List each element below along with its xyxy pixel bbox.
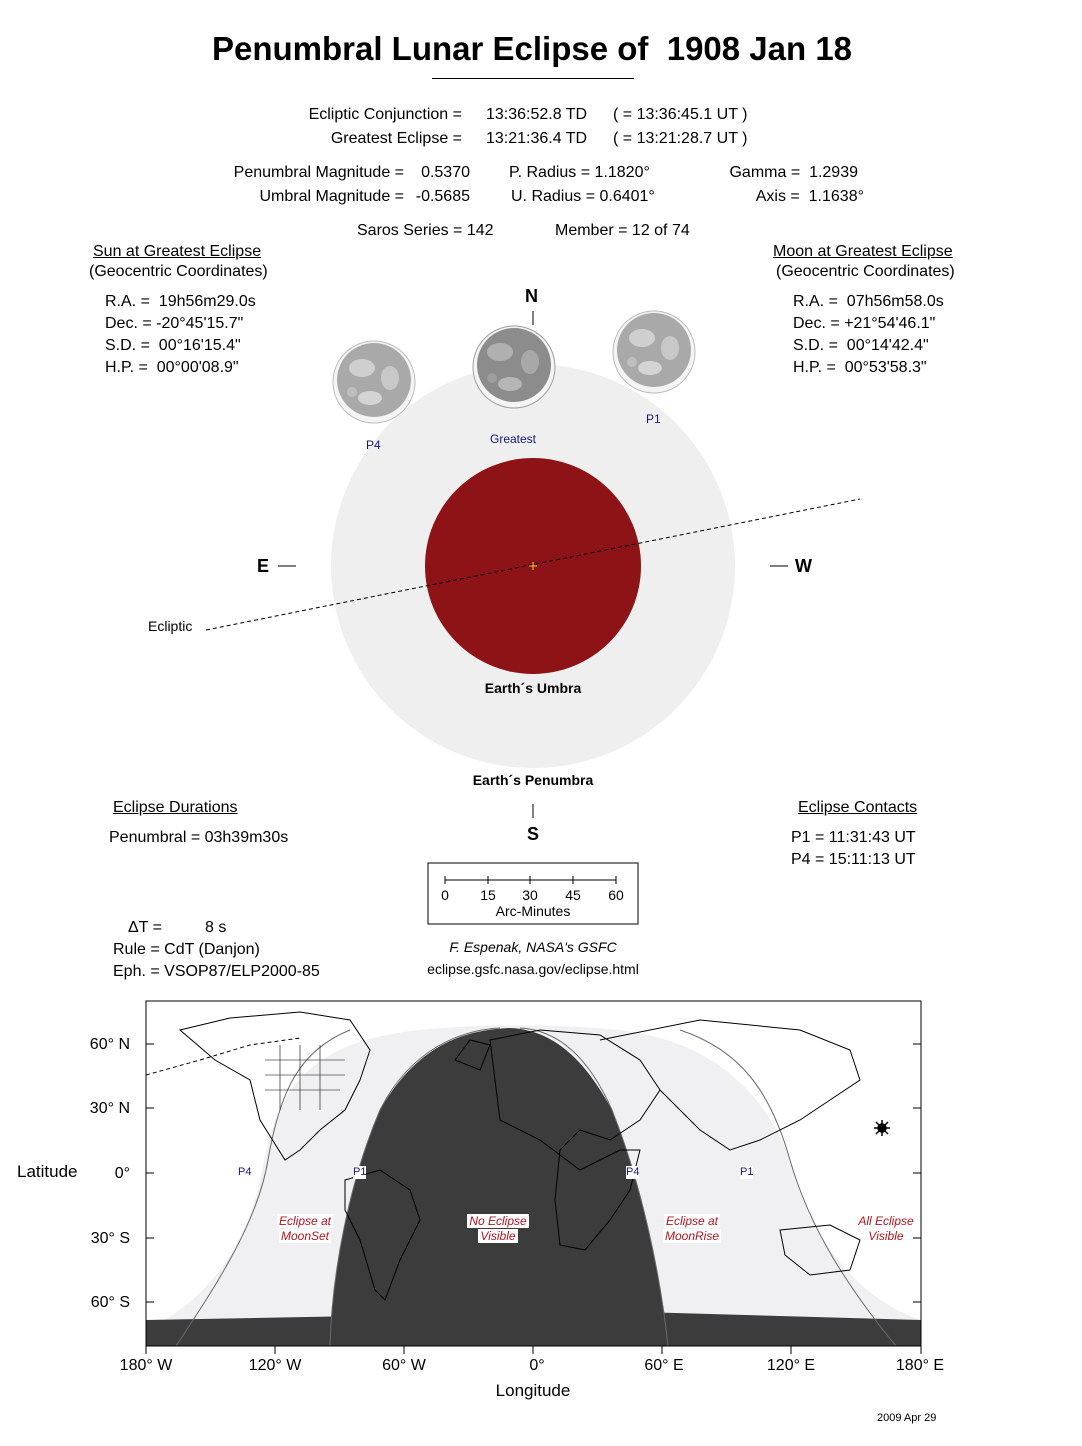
moon-subheading: (Geocentric Coordinates)	[776, 263, 955, 280]
lat-30s: 30° S	[90, 1230, 130, 1247]
ephemeris: Eph. = VSOP87/ELP2000-85	[113, 963, 320, 980]
durations-heading: Eclipse Durations	[113, 799, 238, 816]
umbral-radius: U. Radius = 0.6401°	[511, 188, 655, 205]
lon-60w: 60° W	[382, 1357, 426, 1374]
north-label: N	[525, 286, 538, 306]
penumbral-magnitude: 0.5370	[421, 164, 470, 181]
lat-60n: 60° N	[89, 1036, 130, 1053]
axis: Axis = 1.1638°	[755, 188, 864, 205]
conjunction-label: Ecliptic Conjunction =	[308, 106, 462, 123]
gamma: Gamma = 1.2939	[729, 164, 858, 181]
longitude-title: Longitude	[495, 1381, 571, 1400]
lon-60e: 60° E	[644, 1357, 684, 1374]
penumbral-magnitude-label: Penumbral Magnitude =	[233, 164, 404, 181]
penumbral-duration: Penumbral = 03h39m30s	[109, 829, 289, 846]
author-credit: F. Espenak, NASA's GSFC	[449, 939, 617, 955]
west-label: W	[795, 556, 812, 576]
saros-member: Member = 12 of 74	[555, 222, 690, 239]
moon-dec: Dec. = +21°54'46.1"	[793, 315, 936, 332]
lon-120e: 120° E	[766, 1357, 816, 1374]
region-all-line2: Visible	[868, 1229, 904, 1243]
umbral-magnitude-label: Umbral Magnitude =	[259, 188, 404, 205]
scale-tick-45: 45	[565, 887, 581, 903]
greatest-eclipse-ut: ( = 13:21:28.7 UT )	[613, 130, 748, 147]
scale-unit-label: Arc-Minutes	[495, 903, 571, 919]
contact-p1: P1 = 11:31:43 UT	[791, 829, 916, 846]
saros-series: Saros Series = 142	[357, 222, 494, 239]
conjunction-ut: ( = 13:36:45.1 UT )	[613, 106, 748, 123]
scale-tick-60: 60	[608, 887, 624, 903]
contacts-heading: Eclipse Contacts	[798, 799, 918, 816]
sun-ra: R.A. = 19h56m29.0s	[105, 293, 256, 310]
greatest-eclipse-td: 13:21:36.4 TD	[486, 130, 588, 147]
map-p1-east: P1	[740, 1166, 754, 1178]
south-label: S	[527, 824, 540, 844]
lon-180w: 180° W	[119, 1357, 173, 1374]
p1-label: P1	[646, 412, 661, 426]
p4-label: P4	[366, 438, 381, 452]
region-moonset-line1: Eclipse at	[278, 1214, 332, 1228]
penumbral-radius: P. Radius = 1.1820°	[509, 164, 650, 181]
region-moonrise-line1: Eclipse at	[665, 1214, 719, 1228]
lon-180e: 180° E	[895, 1357, 945, 1374]
delta-t-label: ΔT =	[128, 919, 162, 936]
sun-heading: Sun at Greatest Eclipse	[93, 243, 262, 260]
moon-sd: S.D. = 00°14'42.4"	[793, 337, 929, 354]
footer-date: 2009 Apr 29	[877, 1412, 937, 1424]
contact-p4: P4 = 15:11:13 UT	[791, 851, 916, 868]
region-all-visible	[846, 1214, 926, 1244]
region-no-eclipse	[458, 1214, 538, 1244]
lon-120w: 120° W	[248, 1357, 302, 1374]
conjunction-td: 13:36:52.8 TD	[486, 106, 588, 123]
penumbra-label: Earth´s Penumbra	[472, 772, 594, 788]
sun-sd: S.D. = 00°16'15.4"	[105, 337, 241, 354]
map-p4-east: P4	[626, 1166, 640, 1178]
umbra-label: Earth´s Umbra	[484, 680, 582, 696]
lat-60s: 60° S	[90, 1294, 130, 1311]
region-none-line1: No Eclipse	[469, 1214, 527, 1228]
scale-tick-15: 15	[480, 887, 496, 903]
scale-tick-30: 30	[522, 887, 538, 903]
east-label: E	[257, 556, 270, 576]
region-none-line2: Visible	[480, 1229, 516, 1243]
sun-hp: H.P. = 00°00'08.9"	[105, 359, 239, 376]
scale-tick-0: 0	[441, 887, 449, 903]
sun-subheading: (Geocentric Coordinates)	[89, 263, 268, 280]
map-p1-west: P1	[353, 1166, 367, 1178]
rule: Rule = CdT (Danjon)	[113, 941, 260, 958]
region-all-line1: All Eclipse	[858, 1214, 914, 1228]
moon-heading: Moon at Greatest Eclipse	[773, 243, 953, 260]
region-moonrise	[652, 1214, 732, 1244]
region-moonrise-line2: MoonRise	[664, 1229, 720, 1243]
greatest-label: Greatest	[490, 432, 537, 446]
region-moonset-line2: MoonSet	[280, 1229, 330, 1243]
greatest-eclipse-label: Greatest Eclipse =	[330, 130, 462, 147]
ecliptic-label: Ecliptic	[148, 618, 193, 634]
moon-ra: R.A. = 07h56m58.0s	[793, 293, 944, 310]
sun-dec: Dec. = -20°45'15.7"	[105, 315, 244, 332]
region-moonset	[270, 1214, 340, 1244]
latitude-title: Latitude	[17, 1162, 78, 1181]
subsolar-point-icon	[874, 1120, 890, 1136]
map-p4-west: P4	[238, 1166, 252, 1178]
lat-0: 0°	[114, 1165, 130, 1182]
lat-30n: 30° N	[89, 1100, 130, 1117]
lon-0: 0°	[529, 1357, 545, 1374]
umbral-magnitude: -0.5685	[415, 188, 470, 205]
delta-t-value: 8 s	[205, 919, 227, 936]
page-title: Penumbral Lunar Eclipse of 1908 Jan 18	[211, 30, 853, 67]
moon-hp: H.P. = 00°53'58.3"	[793, 359, 927, 376]
credit-url: eclipse.gsfc.nasa.gov/eclipse.html	[427, 961, 639, 977]
